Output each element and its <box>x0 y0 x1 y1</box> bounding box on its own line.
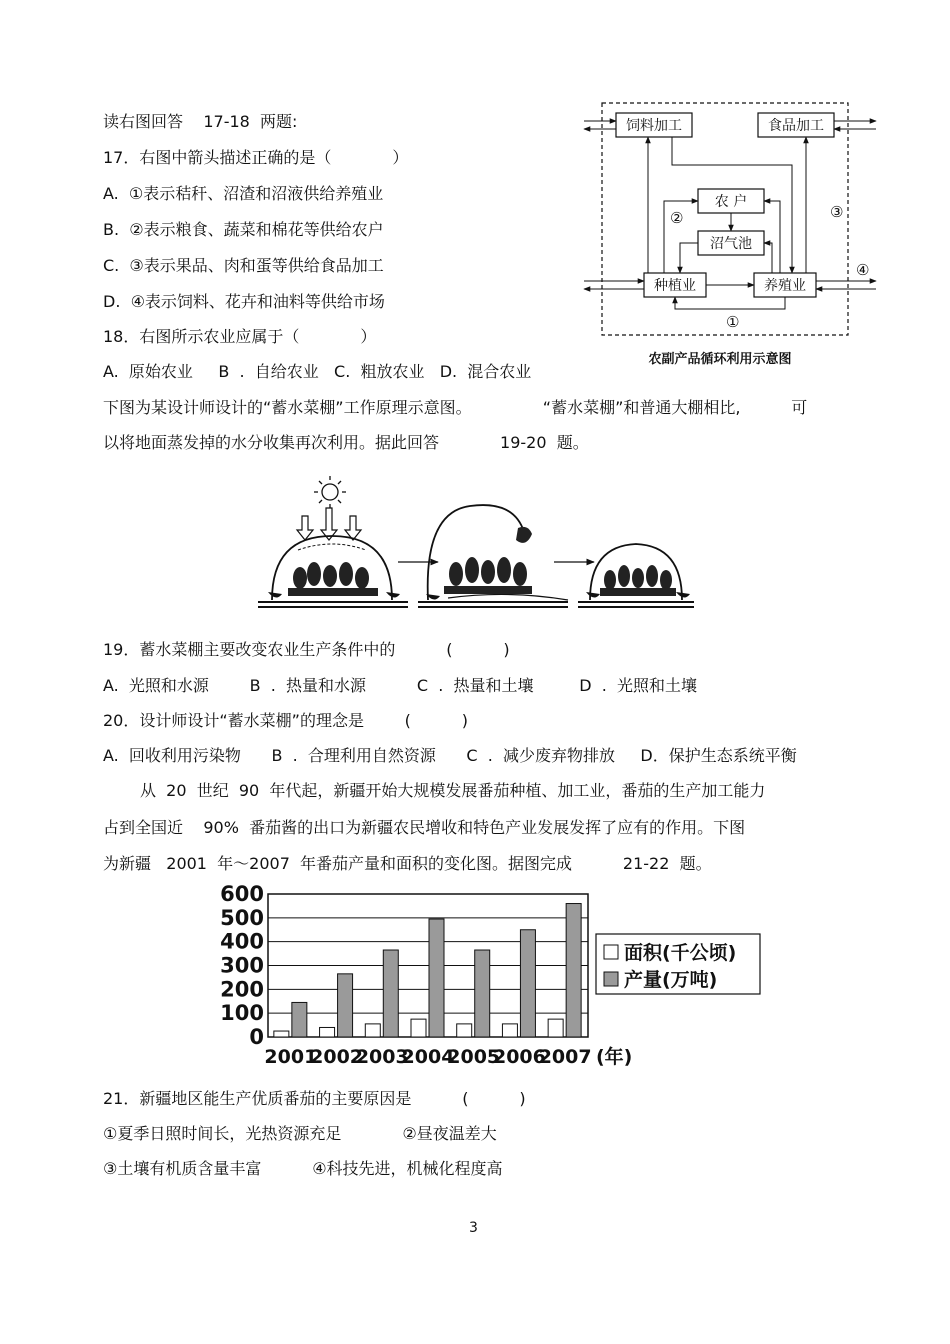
box-biogas-label: 沼气池 <box>710 236 752 252</box>
box-farmer-label: 农 户 <box>714 194 748 210</box>
bar-output <box>475 950 490 1037</box>
q21-options-3-4: ③土壤有机质含量丰富 ④科技先进，机械化程度高 <box>103 1159 503 1178</box>
x-tick-label: 2004 <box>401 1046 455 1068</box>
greenhouse-illustration <box>248 470 700 620</box>
bar-area <box>365 1024 380 1037</box>
marker-1: ① <box>726 313 740 331</box>
y-tick-label: 500 <box>220 905 264 930</box>
plants-1 <box>288 562 378 596</box>
legend-label: 面积(千公顷) <box>624 942 737 964</box>
bar-output <box>338 974 353 1037</box>
box-crop-label: 种植业 <box>654 278 696 294</box>
tomato-intro-line2: 占到全国近 90% 番茄酱的出口为新疆农民增收和特色产业发展发挥了应有的作用。下图 <box>103 818 746 837</box>
x-tick-label: 2005 <box>447 1046 501 1068</box>
tomato-bar-chart <box>220 882 765 1072</box>
x-tick-label: 2003 <box>355 1046 409 1068</box>
box-feed-label: 饲料加工 <box>626 118 682 134</box>
x-tick-label: 2006 <box>492 1046 546 1068</box>
q19-options: A. 光照和水源 B . 热量和水源 C . 热量和土壤 D . 光照和土壤 <box>103 676 698 695</box>
y-tick-label: 300 <box>220 953 264 978</box>
greenhouse-intro-line2: 以将地面蒸发掉的水分收集再次利用。据此回答 19-20 题。 <box>103 433 589 452</box>
x-tick-label: 2007 <box>538 1046 592 1068</box>
q18-options: A. 原始农业 B . 自给农业 C. 粗放农业 D. 混合农业 <box>103 362 532 381</box>
bar-output <box>566 904 581 1037</box>
plants-2 <box>444 557 532 594</box>
greenhouse-intro-line1: 下图为某设计师设计的“蓄水菜棚”工作原理示意图。 “蓄水菜棚”和普通大棚相比, 可 <box>103 398 808 417</box>
y-tick-label: 100 <box>220 1001 264 1026</box>
marker-2: ② <box>670 209 684 227</box>
q17-option-a: A. ①表示秸秆、沼渣和沼液供给养殖业 <box>103 184 384 203</box>
bar-area <box>411 1019 426 1037</box>
diagram-caption: 农副产品循环利用示意图 <box>648 352 792 367</box>
x-tick-label: 2001 <box>264 1046 318 1068</box>
bar-area <box>274 1031 289 1037</box>
box-food-label: 食品加工 <box>768 118 824 134</box>
cycle-diagram <box>580 95 880 375</box>
box-livestock-label: 养殖业 <box>764 278 806 294</box>
q17-option-c: C. ③表示果品、肉和蛋等供给食品加工 <box>103 256 384 275</box>
bar-area <box>320 1027 335 1037</box>
q18-stem: 18．右图所示农业应属于（ ） <box>103 327 377 346</box>
x-tick-label: 2002 <box>310 1046 364 1068</box>
legend-label: 产量(万吨) <box>624 969 718 991</box>
q21-options-1-2: ①夏季日照时间长，光热资源充足 ②昼夜温差大 <box>103 1124 497 1143</box>
tomato-intro-line3: 为新疆 2001 年～2007 年番茄产量和面积的变化图。据图完成 21-22 题。 <box>103 854 712 873</box>
intro-17-18: 读右图回答 17-18 两题: <box>103 112 298 131</box>
legend-swatch <box>604 972 618 986</box>
y-tick-label: 600 <box>220 882 264 906</box>
q17-option-b: B. ②表示粮食、蔬菜和棉花等供给农户 <box>103 220 384 239</box>
x-unit-label: (年) <box>596 1046 633 1068</box>
sun-icon <box>314 476 346 508</box>
bar-output <box>429 919 444 1037</box>
q20-stem: 20．设计师设计“蓄水菜棚”的理念是 ( ) <box>103 711 468 730</box>
marker-3: ③ <box>830 203 844 221</box>
q21-stem: 21．新疆地区能生产优质番茄的主要原因是 ( ) <box>103 1089 526 1108</box>
y-tick-label: 0 <box>249 1025 264 1049</box>
diagram-frame <box>602 103 848 335</box>
q19-stem: 19．蓄水菜棚主要改变农业生产条件中的 ( ) <box>103 640 510 659</box>
bar-output <box>292 1002 307 1037</box>
marker-4: ④ <box>856 261 870 279</box>
plants-3 <box>600 565 676 596</box>
bar-output <box>520 930 535 1037</box>
bar-area <box>548 1019 563 1037</box>
tomato-intro-line1: 从 20 世纪 90 年代起，新疆开始大规模发展番茄种植、加工业，番茄的生产加工能力 <box>140 781 766 800</box>
bar-area <box>502 1024 517 1037</box>
dome-2 <box>428 505 524 600</box>
page-number: 3 <box>469 1220 478 1236</box>
q17-option-d: D. ④表示饲料、花卉和油料等供给市场 <box>103 292 385 311</box>
y-tick-label: 200 <box>220 977 264 1002</box>
q17-stem: 17．右图中箭头描述正确的是（ ） <box>103 148 409 167</box>
bar-area <box>457 1024 472 1037</box>
legend-swatch <box>604 945 618 959</box>
q20-options: A. 回收利用污染物 B . 合理利用自然资源 C . 减少废弃物排放 D．保护生态系统平衡 <box>103 746 797 765</box>
y-tick-label: 400 <box>220 929 264 954</box>
bar-output <box>383 950 398 1037</box>
